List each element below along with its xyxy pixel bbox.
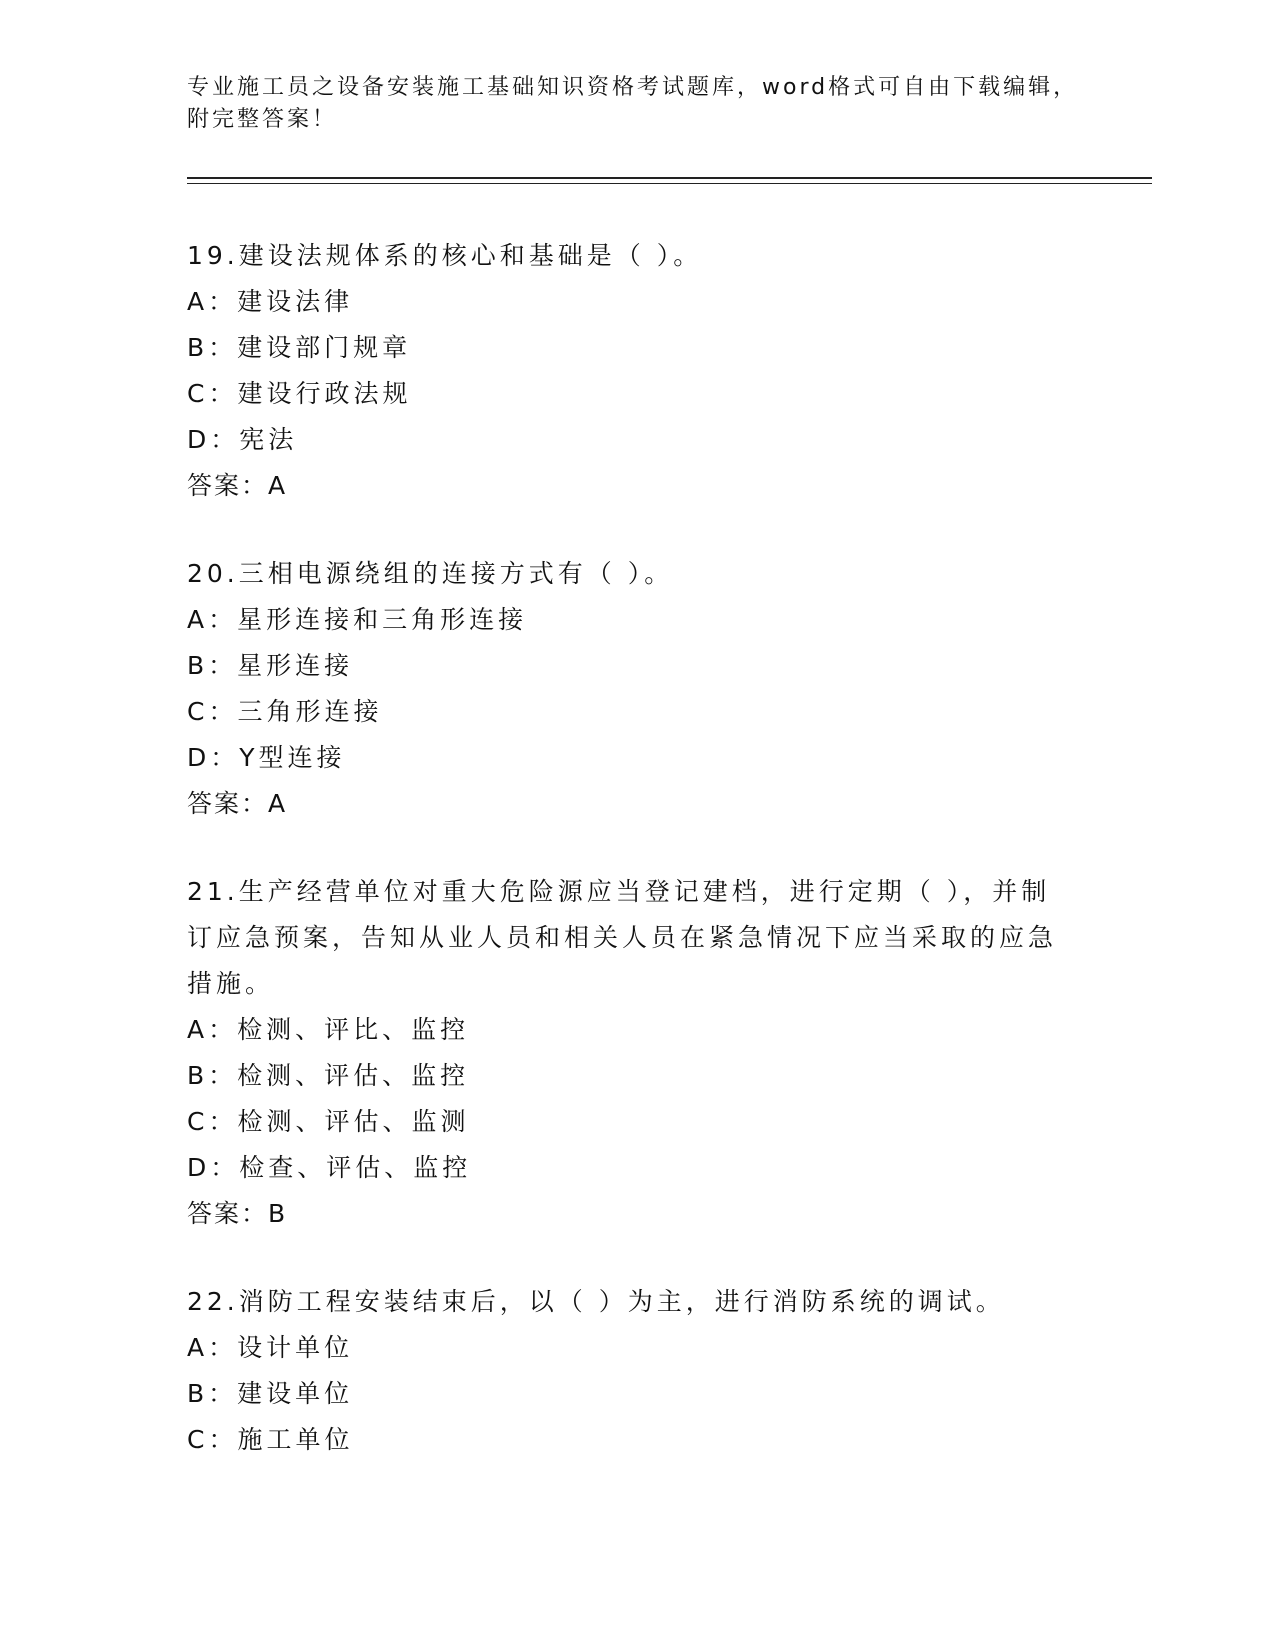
document-header: 专业施工员之设备安装施工基础知识资格考试题库，word格式可自由下载编辑，附完整答案！ — [187, 75, 1079, 132]
option-b: B：建设单位 — [187, 1379, 354, 1408]
option-c: C：三角形连接 — [187, 697, 383, 726]
question-19 — [187, 233, 1067, 509]
header-rule-thick — [187, 177, 1152, 179]
question-20 — [187, 551, 1067, 827]
answer: 答案：A — [187, 471, 288, 500]
option-a: A：检测、评比、监控 — [187, 1015, 470, 1044]
option-d: D：宪法 — [187, 425, 298, 454]
question-21 — [187, 869, 1067, 1237]
option-c: C：建设行政法规 — [187, 379, 412, 408]
question-stem: 19.建设法规体系的核心和基础是（ ）。 — [187, 241, 703, 270]
option-d: D：检查、评估、监控 — [187, 1153, 472, 1182]
option-d: D：Y型连接 — [187, 743, 346, 772]
option-b: B：建设部门规章 — [187, 333, 412, 362]
question-stem: 22.消防工程安装结束后，以（ ）为主，进行消防系统的调试。 — [187, 1287, 1005, 1316]
answer: 答案：B — [187, 1199, 288, 1228]
question-stem: 20.三相电源绕组的连接方式有（ ）。 — [187, 559, 674, 588]
question-stem: 21.生产经营单位对重大危险源应当登记建档，进行定期（ ），并制订应急预案，告知从业人员和相关人员在紧急情况下应当采取的应急措施。 — [187, 877, 1058, 998]
option-b: B：星形连接 — [187, 651, 354, 680]
option-c: C：施工单位 — [187, 1425, 354, 1454]
option-a: A：建设法律 — [187, 287, 354, 316]
option-b: B：检测、评估、监控 — [187, 1061, 470, 1090]
question-22 — [187, 1279, 1067, 1463]
option-c: C：检测、评估、监测 — [187, 1107, 470, 1136]
header-rule-thin — [187, 183, 1152, 184]
answer: 答案：A — [187, 789, 288, 818]
option-a: A：设计单位 — [187, 1333, 354, 1362]
option-a: A：星形连接和三角形连接 — [187, 605, 528, 634]
